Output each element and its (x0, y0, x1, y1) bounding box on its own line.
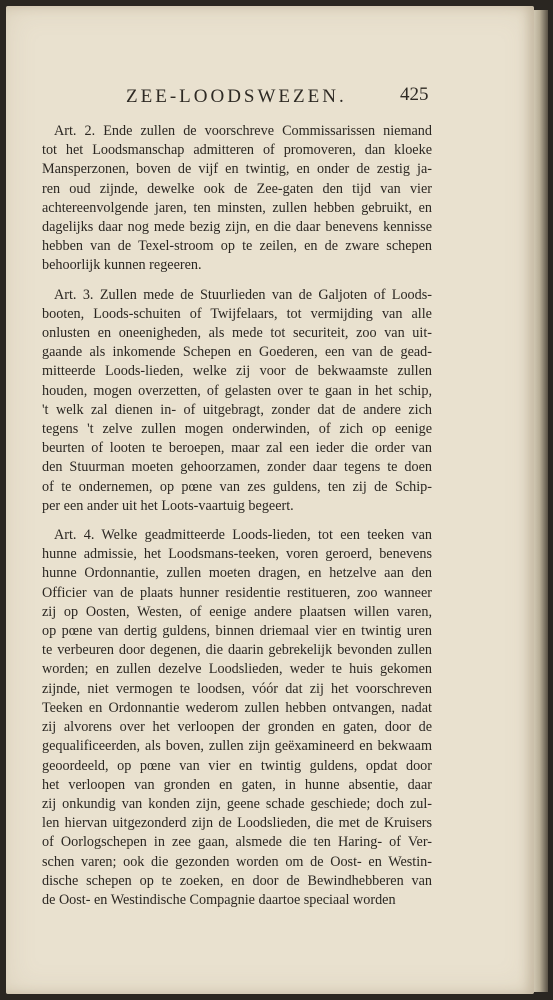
text-line: booten, Loods-schuiten of Twijfelaars, tot vermijding van alle (42, 305, 432, 322)
text-line: hunne admissie, het Loodsmans-teeken, voren geroerd, benevens (42, 546, 432, 563)
article-paragraph (42, 526, 432, 910)
text-line: Art. 2. Ende zullen de voorschreve Commissarissen niemand (54, 123, 432, 139)
text-line: zij onkundig van konden zijn, geene schade geschiede; doch zul- (42, 795, 432, 812)
text-line: dische schepen op te zoeken, en door de Bewindhebberen van (42, 872, 432, 889)
body-text (42, 122, 432, 920)
text-line: ren oud zijnde, dewelke ook de Zee-gaten den tijd van vier (42, 180, 432, 197)
text-line: geoordeeld, op pœne van vier en twintig guldens, opdat door (42, 757, 432, 774)
text-line: houden, mogen overzetten, of gelasten over te gaan in het schip, (42, 382, 432, 399)
text-line: gequalificeerden, als boven, zullen zijn geëxamineerd en bekwaam (42, 738, 432, 755)
text-line: mitteerde Loods-lieden, welke zij voor de bekwaamste zullen (42, 363, 432, 380)
text-line: Teeken en Ordonnantie wederom zullen hebben ontvangen, nadat (42, 699, 432, 716)
text-line: of te ondernemen, op pœne van zes guldens, ten zij de Schip- (42, 478, 432, 495)
text-line: zij alvorens over het verloopen der gronden en gaten, door de (42, 719, 432, 736)
text-line: Art. 3. Zullen mede de Stuurlieden van de Galjoten of Loods- (54, 286, 432, 303)
text-line: Mansperzonen, boven de vijf en twintig, en onder de zestig ja- (42, 161, 432, 178)
text-line: zij op Oosten, Westen, of eenige andere plaatsen willen varen, (42, 603, 432, 620)
text-line: tot het Loodsmanschap admitteren of promoveren, dan kloeke (42, 142, 432, 159)
text-line: gaande als inkomende Schepen en Goederen, een van de gead- (42, 344, 432, 361)
text-line: dagelijks daar nog mede bezig zijn, en die daar benevens kennisse (42, 219, 432, 236)
article-paragraph (42, 286, 432, 516)
text-line: tegens 't zelve zullen mogen onderwinden, of zich op eenige (42, 421, 432, 438)
text-line: zijnde, niet vermogen te loodsen, vóór dat zij het voorschreven (42, 680, 432, 697)
text-line: op pœne van dertig guldens, binnen driemaal vier en twintig uren (42, 623, 432, 640)
text-line: te verbeuren door degenen, die daarin gebrekelijk bevonden zullen (42, 642, 432, 659)
text-line: behoorlijk kunnen regeeren. (42, 257, 202, 274)
book-page (6, 6, 534, 994)
text-line: hunne Ordonnantie, zullen moeten dragen, en hetzelve aan den (42, 565, 432, 582)
text-line: de Oost- en Westindische Compagnie daartoe speciaal worden (42, 891, 396, 908)
text-line: het verloopen van gronden en gaten, in hunne absentie, daar (42, 776, 432, 793)
text-line: per een ander uit het Loots-vaartuig begeert. (42, 497, 294, 514)
running-head: ZEE-LOODSWEZEN. (126, 86, 347, 107)
page-edge (534, 10, 548, 992)
text-line: len hiervan uitgezonderd zijn de Loodslieden, die met de Kruisers (42, 815, 432, 832)
page-header (54, 82, 434, 110)
text-line: Art. 4. Welke geadmitteerde Loods-lieden, tot een teeken van (54, 527, 432, 544)
text-line: onlusten en oneenigheden, als mede tot securiteit, zoo van uit- (42, 325, 432, 342)
text-line: Officier van de plaats hunner residentie restitueren, zoo wanneer (42, 584, 432, 601)
text-line: of Oorlogschepen in zee gaan, alsmede die ten Haring- of Ver- (42, 834, 432, 851)
article-paragraph (42, 122, 432, 276)
text-line: schen varen; ook die gezonden worden om de Oost- en Westin- (42, 853, 432, 870)
page-number: 425 (400, 84, 429, 105)
text-line: den Stuurman moeten gehoorzamen, zonder daar tegens te doen (42, 459, 432, 476)
text-line: worden; en zullen dezelve Loodslieden, weder te huis gekomen (42, 661, 432, 678)
text-line: hebben van de Texel-stroom op te zeilen, en de zware schepen (42, 238, 432, 255)
text-line: beurten of looten te beroepen, maar zal een ieder die order van (42, 440, 432, 457)
text-line: achtereenvolgende jaren, ten minsten, zullen hebben gebruikt, en (42, 199, 432, 216)
text-line: 't welk zal dienen in- of uitgebragt, zonder dat de andere zich (42, 401, 432, 418)
